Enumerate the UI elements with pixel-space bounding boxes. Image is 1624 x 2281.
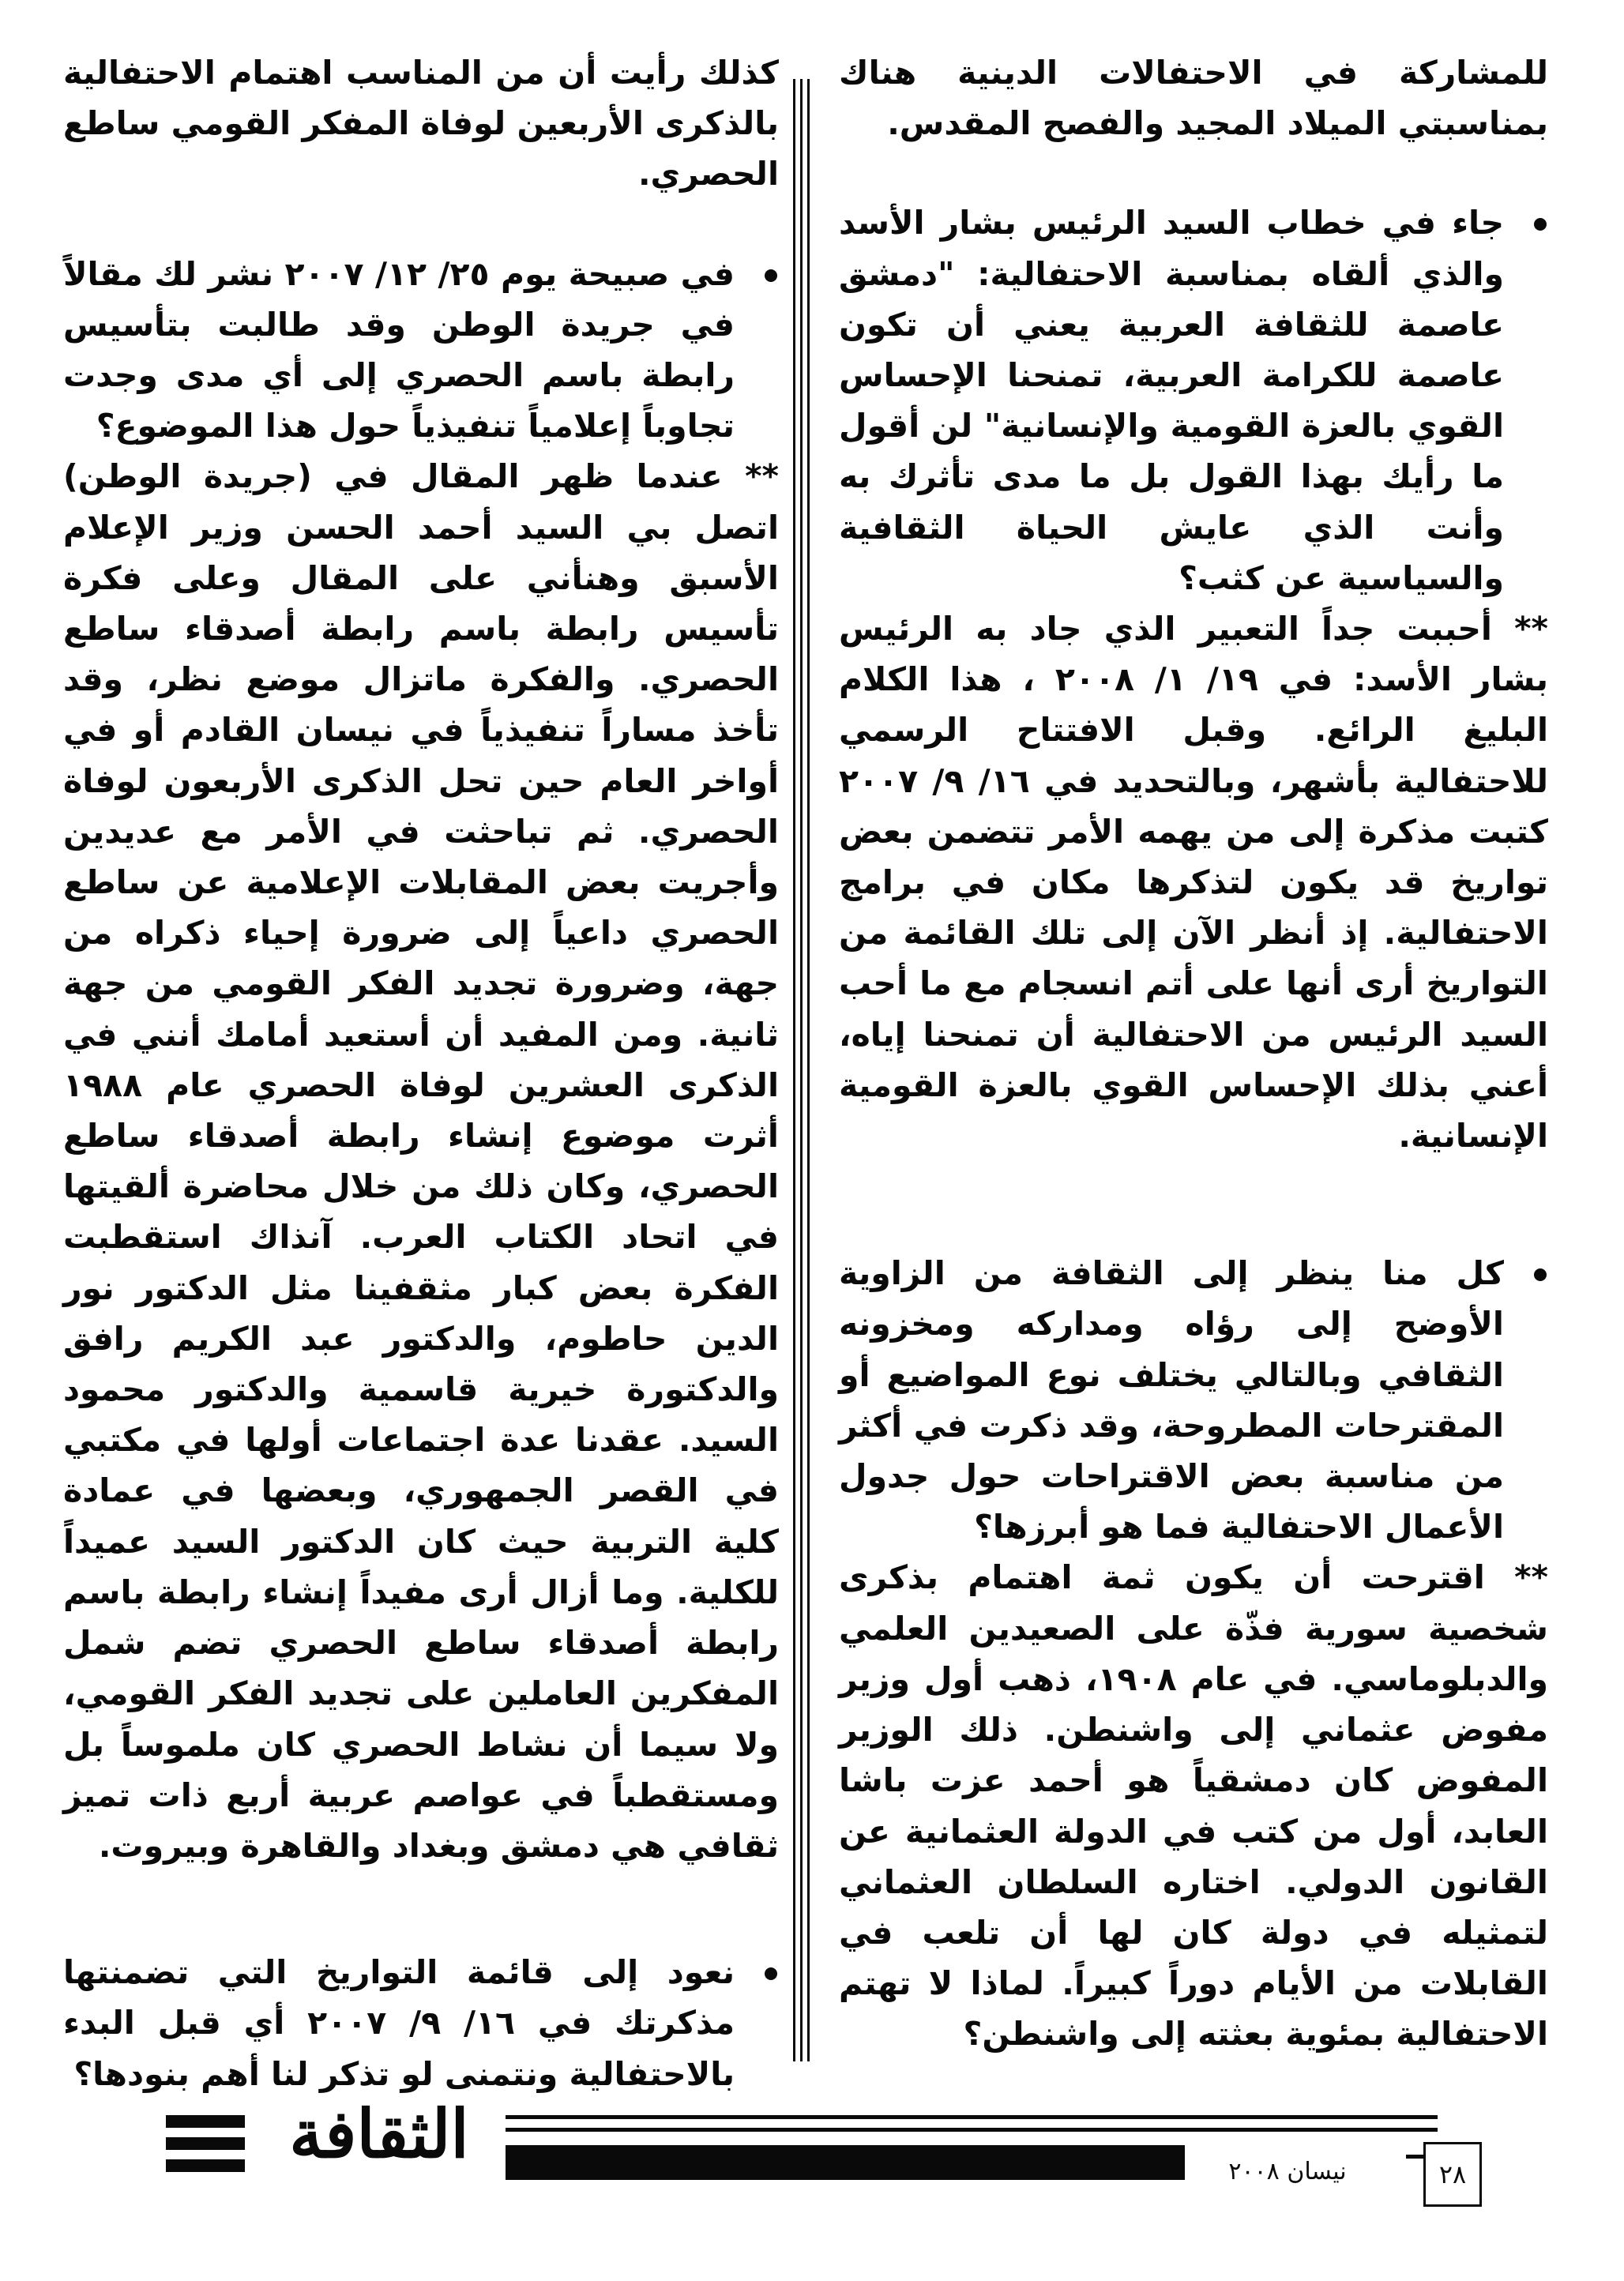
left-column	[63, 47, 779, 2093]
page-number: ٢٨	[1423, 2142, 1482, 2207]
question-bullet: في صبيحة يوم ٢٥/ ١٢/ ٢٠٠٧ نشر لك مقالاً في جريدة الوطن وقد طالبت بتأسيس رابطة باسم الحصري إلى أي مدى وجدت تجاوباً إعلامياً تنفيذياً حول هذا الموضوع؟	[63, 249, 779, 452]
footer-rule	[506, 2145, 1185, 2180]
question-bullet: جاء في خطاب السيد الرئيس بشار الأسد والذي ألقاه بمناسبة الاحتفالية: "دمشق عاصمة للثقافة العربية يعني أن تكون عاصمة للكرامة العربية، تمنحنا الإحساس القوي بالعزة القومية والإنسانية" لن أقول ما رأيك بهذا القول بل ما مدى تأثرك به وأنت الذي عايش الحياة الثقافية والسياسية عن كثب؟	[839, 197, 1548, 603]
issue-date: نيسان ٢٠٠٨	[1228, 2158, 1347, 2185]
question-bullet: كل منا ينظر إلى الثقافة من الزاوية الأوضح إلى رؤاه ومداركه ومخزونه الثقافي وبالتالي يختلف نوع المواضيع أو المقترحات المطروحة، وقد ذكرت في أكثر من مناسبة بعض الاقتراحات حول جدول الأعمال الاحتفالية فما هو أبرزها؟	[839, 1248, 1548, 1552]
footer-rule	[506, 2115, 1438, 2119]
footer-rule	[506, 2128, 1438, 2132]
paragraph: كذلك رأيت أن من المناسب اهتمام الاحتفالية بالذكرى الأربعين لوفاة المفكر القومي ساطع الحصري.	[63, 54, 779, 194]
footer-rule	[1406, 2155, 1423, 2159]
column-divider	[793, 79, 814, 2061]
answer-paragraph: ** أحببت جداً التعبير الذي جاد به الرئيس بشار الأسد: في ١٩/ ١/ ٢٠٠٨ ، هذا الكلام البليغ الرائع. وقبل الافتتاح الرسمي للاحتفالية بأشهر، وبالتحديد في ١٦/ ٩/ ٢٠٠٧ كتبت مذكرة إلى من يهمه الأمر تتضمن بعض تواريخ قد يكون لتذكرها مكان في برامج الاحتفالية. إذ أنظر الآن إلى تلك القائمة من التواريخ أرى أنها على أتم انسجام مع ما أحب السيد الرئيس من الاحتفالية أن تمنحنا إياه، أعني بذلك الإحساس القوي بالعزة القومية الإنسانية.	[839, 610, 1548, 1156]
magazine-logo: الثقافة	[289, 2095, 469, 2173]
answer-paragraph: ** عندما ظهر المقال في (جريدة الوطن) اتصل بي السيد أحمد الحسن وزير الإعلام الأسبق وهنأني على المقال وعلى فكرة تأسيس رابطة باسم رابطة أصدقاء ساطع الحصري. والفكرة ماتزال موضع نظر، وقد تأخذ مساراً تنفيذياً في نيسان القادم أو في أواخر العام حين تحل الذكرى الأربعون لوفاة الحصري. ثم تباحثت في الأمر مع عديدين وأجريت بعض المقابلات الإعلامية عن ساطع الحصري داعياً إلى ضرورة إحياء ذكراه من جهة، وضرورة تجديد الفكر القومي من جهة ثانية. ومن المفيد أن أستعيد أمامك أنني في الذكرى العشرين لوفاة الحصري عام ١٩٨٨ أثرت موضوع إنشاء رابطة أصدقاء ساطع الحصري، وكان ذلك من خلال محاضرة ألقيتها في اتحاد الكتاب العرب. آنذاك استقطبت الفكرة بعض كبار مثقفينا مثل الدكتور نور الدين حاطوم، والدكتور عبد الكريم رافق والدكتورة خيرية قاسمية والدكتور محمود السيد. عقدنا عدة اجتماعات أولها في مكتبي في القصر الجمهوري، وبعضها في عمادة كلية التربية حيث كان الدكتور السيد عميداً للكلية. وما أزال أرى مفيداً إنشاء رابطة باسم رابطة أصدقاء ساطع الحصري تضم شمل المفكرين العاملين على تجديد الفكر القومي، ولا سيما أن نشاط الحصري كان ملموساً بل ومستقطباً في عواصم عربية أربع ذات تميز ثقافي هي دمشق وبغداد والقاهرة وبيروت.	[63, 457, 779, 1865]
answer-paragraph: ** اقترحت أن يكون ثمة اهتمام بذكرى شخصية سورية فذّة على الصعيدين العلمي والدبلوماسي. في عام ١٩٠٨، ذهب أول وزير مفوض عثماني إلى واشنطن. ذلك الوزير المفوض كان دمشقياً هو أحمد عزت باشا العابد، أول من كتب في الدولة العثمانية عن القانون الدولي. اختاره السلطان العثماني لتمثيله في دولة كان لها أن تلعب في القابلات من الأيام دوراً كبيراً. لماذا لا تهتم الاحتفالية بمئوية بعثته إلى واشنطن؟	[839, 1558, 1548, 2054]
question-bullet: نعود إلى قائمة التواريخ التي تضمنتها مذكرتك في ١٦/ ٩/ ٢٠٠٧ أي قبل البدء بالاحتفالية ونتمنى لو تذكر لنا أهم بنودها؟	[63, 1947, 779, 2099]
right-column	[839, 47, 1548, 2076]
paragraph: للمشاركة في الاحتفالات الدينية هناك بمناسبتي الميلاد المجيد والفصح المقدس.	[839, 54, 1548, 143]
footer-rule	[166, 2137, 245, 2150]
footer-rule	[166, 2159, 245, 2172]
footer-rule	[166, 2115, 245, 2128]
